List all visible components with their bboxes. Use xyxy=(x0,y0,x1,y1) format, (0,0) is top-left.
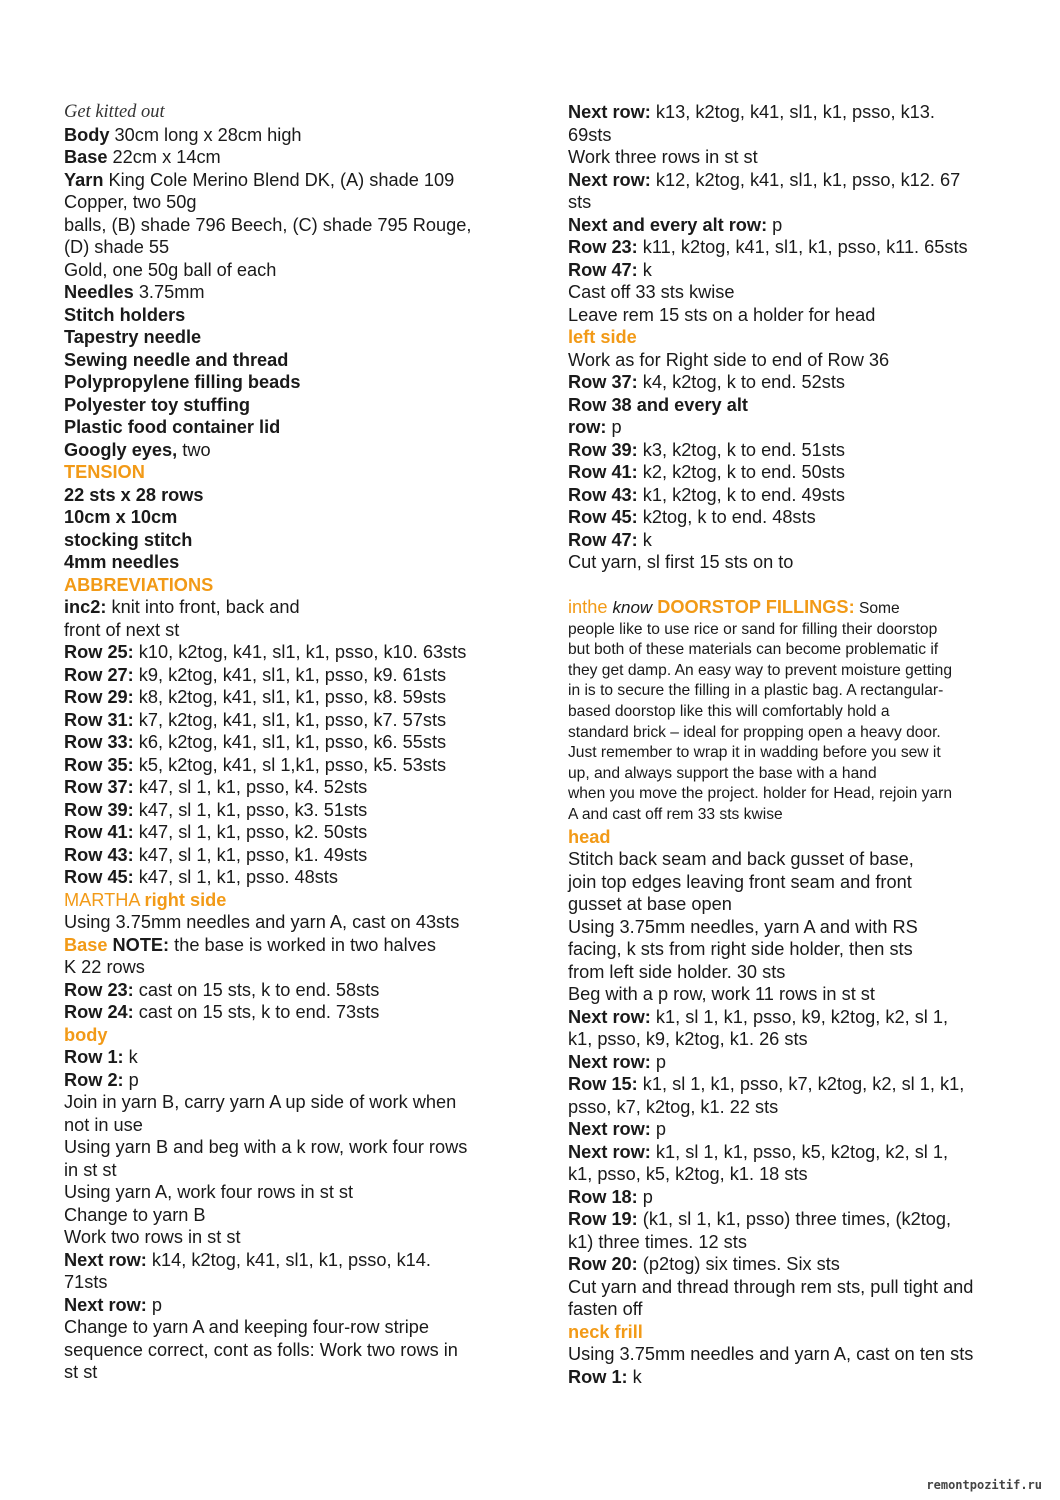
line-text: k1, sl 1, k1, psso, k9, k2tog, k2, sl 1, xyxy=(650,1006,949,1027)
line-label: Polypropylene filling beads xyxy=(64,372,301,392)
line-text: (D) shade 55 xyxy=(64,237,170,257)
line-text: 30cm long x 28cm high xyxy=(109,124,302,145)
pattern-line xyxy=(64,326,534,349)
pattern-line xyxy=(64,371,534,394)
pattern-line xyxy=(568,1118,1018,1141)
tip-text-line: up, and always support the base with a hand xyxy=(568,764,877,782)
line-text: st st xyxy=(64,1362,98,1382)
line-label: 22 sts x 28 rows xyxy=(64,484,204,505)
line-text: k1, sl 1, k1, psso, k5, k2tog, k2, sl 1, xyxy=(650,1141,949,1162)
line-label: Row 43: xyxy=(64,844,134,865)
line-label: Row 18: xyxy=(568,1186,638,1207)
pattern-line xyxy=(568,101,1018,124)
line-text: k xyxy=(637,259,652,280)
pattern-line xyxy=(64,214,534,237)
pattern-line xyxy=(64,844,534,867)
pattern-line xyxy=(64,754,534,777)
line-label: Next row: xyxy=(568,1141,651,1162)
line-text: Work three rows in st st xyxy=(568,147,758,167)
pattern-line xyxy=(568,214,1018,237)
tip-text-line: standard brick – ideal for propping open a heavy door. xyxy=(568,723,941,741)
line-text: p xyxy=(650,1051,667,1072)
line-label: Row 37: xyxy=(64,777,134,797)
pattern-line xyxy=(64,1204,534,1227)
line-text: p xyxy=(146,1294,163,1315)
left-column xyxy=(64,101,534,1384)
line-label: Row 23: xyxy=(568,237,638,257)
pattern-line xyxy=(64,1114,534,1137)
line-text: k5, k2tog, k41, sl 1,k1, psso, k5. 53sts xyxy=(133,754,447,775)
line-label: Next row: xyxy=(64,1249,147,1270)
tip-text: Some xyxy=(854,600,900,617)
line-text: Using yarn B and beg with a k row, work four rows xyxy=(64,1137,468,1157)
pattern-line xyxy=(64,1361,534,1384)
line-text: p xyxy=(606,417,622,437)
line-label: Polyester toy stuffing xyxy=(64,394,250,415)
line-text: k3, k2tog, k to end. 51sts xyxy=(637,439,845,460)
line-text: p xyxy=(637,1186,653,1207)
pattern-line xyxy=(568,484,1018,507)
line-text: front of next st xyxy=(64,619,180,640)
pattern-line xyxy=(64,1159,534,1182)
pattern-line xyxy=(568,1208,1018,1231)
line-text: Beg with a p row, work 11 rows in st st xyxy=(568,984,875,1005)
pattern-line xyxy=(64,776,534,799)
line-label: Next row: xyxy=(568,102,651,122)
line-label: Next row: xyxy=(64,1294,147,1315)
pattern-line xyxy=(568,529,1018,552)
pattern-line xyxy=(64,911,534,934)
line-text: k47, sl 1, k1, psso, k3. 51sts xyxy=(133,799,368,820)
line-text: join top edges leaving front seam and front xyxy=(568,871,912,892)
line-text: k1, psso, k9, k2tog, k1. 26 sts xyxy=(568,1029,808,1050)
line-text: k xyxy=(637,529,652,550)
section-heading: body xyxy=(64,1024,108,1045)
pattern-line xyxy=(64,934,534,957)
pattern-line xyxy=(64,1091,534,1114)
line-text: k7, k2tog, k41, sl1, k1, psso, k7. 57sts xyxy=(133,709,447,730)
line-text: K 22 rows xyxy=(64,957,145,977)
pattern-line xyxy=(64,349,534,372)
pattern-line xyxy=(568,1163,1018,1186)
line-text: sts xyxy=(568,192,592,212)
line-text: k11, k2tog, k41, sl1, k1, psso, k11. 65sts xyxy=(637,237,968,257)
pattern-line xyxy=(64,439,534,462)
heading-name: MARTHA xyxy=(64,889,145,910)
line-label: Row 1: xyxy=(568,1366,628,1387)
pattern-line xyxy=(568,1253,1018,1276)
pattern-line xyxy=(568,236,1018,259)
pattern-line xyxy=(568,281,1018,304)
line-label: Row 24: xyxy=(64,1002,134,1022)
pattern-line xyxy=(64,394,534,417)
line-label: Yarn xyxy=(64,169,104,190)
line-label: Tapestry needle xyxy=(64,327,202,347)
pattern-line xyxy=(64,1226,534,1249)
pattern-line xyxy=(64,1294,534,1317)
pattern-line xyxy=(568,461,1018,484)
watermark: remontpozitif.ru xyxy=(926,1478,1042,1492)
pattern-line xyxy=(64,169,534,192)
line-text: k1, sl 1, k1, psso, k7, k2tog, k2, sl 1, k1, xyxy=(637,1074,965,1095)
line-text: k13, k2tog, k41, sl1, k1, psso, k13. xyxy=(650,102,935,122)
line-text: Change to yarn A and keeping four-row stripe xyxy=(64,1317,429,1337)
pattern-line xyxy=(64,664,534,687)
line-label: Row 39: xyxy=(568,439,638,460)
line-label: Next row: xyxy=(568,1006,651,1027)
line-text: Gold, one 50g ball of each xyxy=(64,259,277,280)
pattern-line xyxy=(64,146,534,169)
line-text: k xyxy=(123,1047,138,1067)
section-title: Get kitted out xyxy=(64,102,165,122)
pattern-line xyxy=(64,1001,534,1024)
pattern-line xyxy=(64,1249,534,1272)
line-text: the base is worked in two halves xyxy=(169,934,437,955)
pattern-line xyxy=(64,191,534,214)
line-label: Sewing needle and thread xyxy=(64,349,289,370)
pattern-line xyxy=(568,1051,1018,1074)
pattern-line xyxy=(568,551,1018,574)
line-label: Row 25: xyxy=(64,642,134,662)
line-text: 71sts xyxy=(64,1272,108,1292)
line-label: 4mm needles xyxy=(64,552,180,572)
line-text: 69sts xyxy=(568,124,612,145)
line-text: (p2tog) six times. Six sts xyxy=(637,1254,840,1275)
pattern-line xyxy=(568,1186,1018,1209)
pattern-line xyxy=(64,506,534,529)
pattern-line xyxy=(64,416,534,439)
pattern-line xyxy=(64,641,534,664)
pattern-line xyxy=(568,893,1018,916)
line-text: (k1, sl 1, k1, psso) three times, (k2tog, xyxy=(637,1209,952,1230)
line-text: fasten off xyxy=(568,1299,643,1320)
pattern-line xyxy=(568,1343,1018,1366)
line-text: Work as for Right side to end of Row 36 xyxy=(568,349,890,370)
line-text: Using 3.75mm needles and yarn A, cast on ten sts xyxy=(568,1344,974,1365)
section-heading: ABBREVIATIONS xyxy=(64,574,214,595)
pattern-line xyxy=(64,1339,534,1362)
section-heading: neck frill xyxy=(568,1321,643,1342)
pattern-line xyxy=(568,1073,1018,1096)
line-text: Change to yarn B xyxy=(64,1204,206,1225)
line-text: k14, k2tog, k41, sl1, k1, psso, k14. xyxy=(146,1249,431,1270)
line-text: k2tog, k to end. 48sts xyxy=(637,507,816,527)
line-label: Row 47: xyxy=(568,259,638,280)
tip-text-line: Just remember to wrap it in wadding before you sew it xyxy=(568,744,941,762)
pattern-line xyxy=(64,304,534,327)
line-text: Using 3.75mm needles, yarn A and with RS xyxy=(568,916,918,937)
section-heading xyxy=(64,889,534,912)
line-text: Using 3.75mm needles and yarn A, cast on 43sts xyxy=(64,912,460,932)
line-label: Row 47: xyxy=(568,529,638,550)
inline-heading: Base xyxy=(64,934,108,955)
line-label: Row 19: xyxy=(568,1209,638,1230)
line-text: not in use xyxy=(64,1114,143,1135)
pattern-line xyxy=(568,871,1018,894)
section-heading: TENSION xyxy=(64,462,145,482)
line-label: Row 38 and every alt xyxy=(568,394,748,415)
line-text: p xyxy=(123,1069,139,1090)
pattern-line xyxy=(64,236,534,259)
pattern-line xyxy=(568,938,1018,961)
line-label: Next row: xyxy=(568,169,651,190)
pattern-line xyxy=(64,709,534,732)
tip-title: DOORSTOP FILLINGS: xyxy=(652,597,855,617)
pattern-line xyxy=(64,1046,534,1069)
line-text: k4, k2tog, k to end. 52sts xyxy=(637,372,845,392)
line-label: inc2: xyxy=(64,597,107,617)
right-column xyxy=(568,101,1018,1388)
line-label: Base xyxy=(64,147,108,167)
line-text: sequence correct, cont as folls: Work two rows in xyxy=(64,1339,458,1360)
pattern-line xyxy=(568,124,1018,147)
line-text: in st st xyxy=(64,1159,117,1180)
line-label: Row 45: xyxy=(64,867,134,887)
pattern-line xyxy=(568,1141,1018,1164)
pattern-line xyxy=(568,146,1018,169)
pattern-line xyxy=(568,191,1018,214)
pattern-line xyxy=(568,961,1018,984)
pattern-line xyxy=(568,916,1018,939)
pattern-line xyxy=(64,619,534,642)
line-label: Row 35: xyxy=(64,754,134,775)
spacer xyxy=(568,574,1018,597)
line-text: k xyxy=(627,1366,642,1387)
pattern-line xyxy=(64,484,534,507)
tip-text-line: based doorstop like this will comfortably hold a xyxy=(568,702,890,720)
line-label: stocking stitch xyxy=(64,529,193,550)
section-heading: head xyxy=(568,826,611,847)
pattern-line xyxy=(568,371,1018,394)
pattern-line xyxy=(64,1316,534,1339)
line-text: psso, k7, k2tog, k1. 22 sts xyxy=(568,1096,779,1117)
line-text: Cut yarn, sl first 15 sts on to xyxy=(568,552,794,572)
pattern-line xyxy=(568,848,1018,871)
line-text: Cast off 33 sts kwise xyxy=(568,282,735,302)
pattern-line xyxy=(568,1006,1018,1029)
line-label: Row 39: xyxy=(64,799,134,820)
line-label: Next row: xyxy=(568,1119,651,1140)
line-text: Cut yarn and thread through rem sts, pull tight and xyxy=(568,1276,974,1297)
line-text: from left side holder. 30 sts xyxy=(568,961,786,982)
pattern-line xyxy=(568,439,1018,462)
pattern-line xyxy=(568,506,1018,529)
pattern-line xyxy=(568,169,1018,192)
tip-text-line: people like to use rice or sand for filling their doorstop xyxy=(568,620,938,638)
line-label: Row 29: xyxy=(64,687,134,707)
line-text: King Cole Merino Blend DK, (A) shade 109 xyxy=(103,169,455,190)
line-label: Stitch holders xyxy=(64,304,186,325)
pattern-line xyxy=(64,979,534,1002)
tip-text-line: A and cast off rem 33 sts kwise xyxy=(568,805,783,823)
line-label: Row 15: xyxy=(568,1074,638,1095)
pattern-line xyxy=(568,983,1018,1006)
line-text: 22cm x 14cm xyxy=(107,147,221,167)
line-text: k47, sl 1, k1, psso, k2. 50sts xyxy=(133,822,368,842)
line-label: Row 31: xyxy=(64,709,134,730)
pattern-line xyxy=(568,1096,1018,1119)
line-text: balls, (B) shade 796 Beech, (C) shade 795 Rouge, xyxy=(64,214,472,235)
pattern-line xyxy=(64,1181,534,1204)
pattern-line xyxy=(64,281,534,304)
line-text: k12, k2tog, k41, sl1, k1, psso, k12. 67 xyxy=(650,169,961,190)
inline-label: NOTE: xyxy=(107,934,170,955)
line-text: Stitch back seam and back gusset of base, xyxy=(568,849,914,870)
line-label: Row 41: xyxy=(568,462,638,482)
pattern-line xyxy=(64,1069,534,1092)
line-label: Plastic food container lid xyxy=(64,417,281,437)
pattern-line xyxy=(568,349,1018,372)
line-text: k2, k2tog, k to end. 50sts xyxy=(637,462,845,482)
line-text: Leave rem 15 sts on a holder for head xyxy=(568,304,876,325)
line-text: k47, sl 1, k1, psso, k4. 52sts xyxy=(133,777,368,797)
line-text: Work two rows in st st xyxy=(64,1227,241,1247)
tip-text-line: when you move the project. holder for Head, rejoin yarn xyxy=(568,785,952,803)
line-label: Next row: xyxy=(568,1051,651,1072)
pattern-line xyxy=(64,529,534,552)
pattern-line xyxy=(64,956,534,979)
line-label: Row 41: xyxy=(64,822,134,842)
pattern-line xyxy=(64,124,534,147)
pattern-line xyxy=(568,1231,1018,1254)
line-text: Copper, two 50g xyxy=(64,192,197,212)
line-text: cast on 15 sts, k to end. 73sts xyxy=(133,1002,380,1022)
pattern-line xyxy=(568,304,1018,327)
pattern-line xyxy=(568,259,1018,282)
pattern-line xyxy=(64,1136,534,1159)
line-text: p xyxy=(767,214,783,235)
line-label: row: xyxy=(568,417,607,437)
line-text: k47, sl 1, k1, psso. 48sts xyxy=(133,867,338,887)
line-text: k1, k2tog, k to end. 49sts xyxy=(637,484,845,505)
line-text: p xyxy=(650,1119,667,1140)
pattern-line xyxy=(568,1298,1018,1321)
pattern-line xyxy=(568,1028,1018,1051)
line-label: Body xyxy=(64,124,110,145)
line-text: cast on 15 sts, k to end. 58sts xyxy=(133,979,380,1000)
line-label: 10cm x 10cm xyxy=(64,507,178,527)
line-text: k1, psso, k5, k2tog, k1. 18 sts xyxy=(568,1164,808,1185)
pattern-line xyxy=(568,416,1018,439)
pattern-line xyxy=(64,551,534,574)
pattern-line xyxy=(64,731,534,754)
pattern-line xyxy=(64,821,534,844)
line-text: 3.75mm xyxy=(133,282,205,302)
pattern-line xyxy=(64,1271,534,1294)
pattern-line xyxy=(64,866,534,889)
tip-text-line: but both of these materials can become problematic if xyxy=(568,641,939,659)
line-text: k47, sl 1, k1, psso, k1. 49sts xyxy=(133,844,368,865)
pattern-line xyxy=(64,596,534,619)
line-text: gusset at base open xyxy=(568,894,732,915)
pattern-line xyxy=(568,1366,1018,1389)
pattern-line xyxy=(64,259,534,282)
pattern-line xyxy=(64,686,534,709)
tip-heading xyxy=(568,596,1018,620)
line-label: Row 23: xyxy=(64,979,134,1000)
line-text: facing, k sts from right side holder, then sts xyxy=(568,939,913,960)
line-text: k9, k2tog, k41, sl1, k1, psso, k9. 61sts xyxy=(133,664,447,685)
line-label: Row 1: xyxy=(64,1047,124,1067)
pattern-line xyxy=(64,799,534,822)
line-label: Next and every alt row: xyxy=(568,214,768,235)
tip-brand: inthe xyxy=(568,597,613,617)
line-label: Needles xyxy=(64,282,134,302)
line-label: Row 33: xyxy=(64,732,134,752)
line-label: Row 20: xyxy=(568,1254,638,1275)
line-text: k10, k2tog, k41, sl1, k1, psso, k10. 63sts xyxy=(133,642,467,662)
line-text: k1) three times. 12 sts xyxy=(568,1231,747,1252)
line-label: Googly eyes, xyxy=(64,439,178,460)
line-text: two xyxy=(177,439,211,460)
line-text: k8, k2tog, k41, sl1, k1, psso, k8. 59sts xyxy=(133,687,447,707)
line-text: Join in yarn B, carry yarn A up side of work when xyxy=(64,1092,457,1112)
heading-sub: right side xyxy=(144,889,227,910)
line-label: Row 27: xyxy=(64,664,134,685)
line-label: Row 2: xyxy=(64,1069,124,1090)
section-heading: left side xyxy=(568,327,637,347)
line-text: Using yarn A, work four rows in st st xyxy=(64,1182,354,1202)
line-label: Row 37: xyxy=(568,372,638,392)
line-label: Row 43: xyxy=(568,484,638,505)
line-label: Row 45: xyxy=(568,507,638,527)
tip-text-line: in is to secure the filling in a plastic bag. A rectangular- xyxy=(568,682,944,700)
line-text: knit into front, back and xyxy=(106,597,300,617)
tip-text-line: they get damp. An easy way to prevent moisture getting xyxy=(568,661,952,679)
line-text: k6, k2tog, k41, sl1, k1, psso, k6. 55sts xyxy=(133,732,447,752)
pattern-line xyxy=(568,394,1018,417)
pattern-line xyxy=(568,1276,1018,1299)
tip-brand-know: know xyxy=(612,598,653,617)
